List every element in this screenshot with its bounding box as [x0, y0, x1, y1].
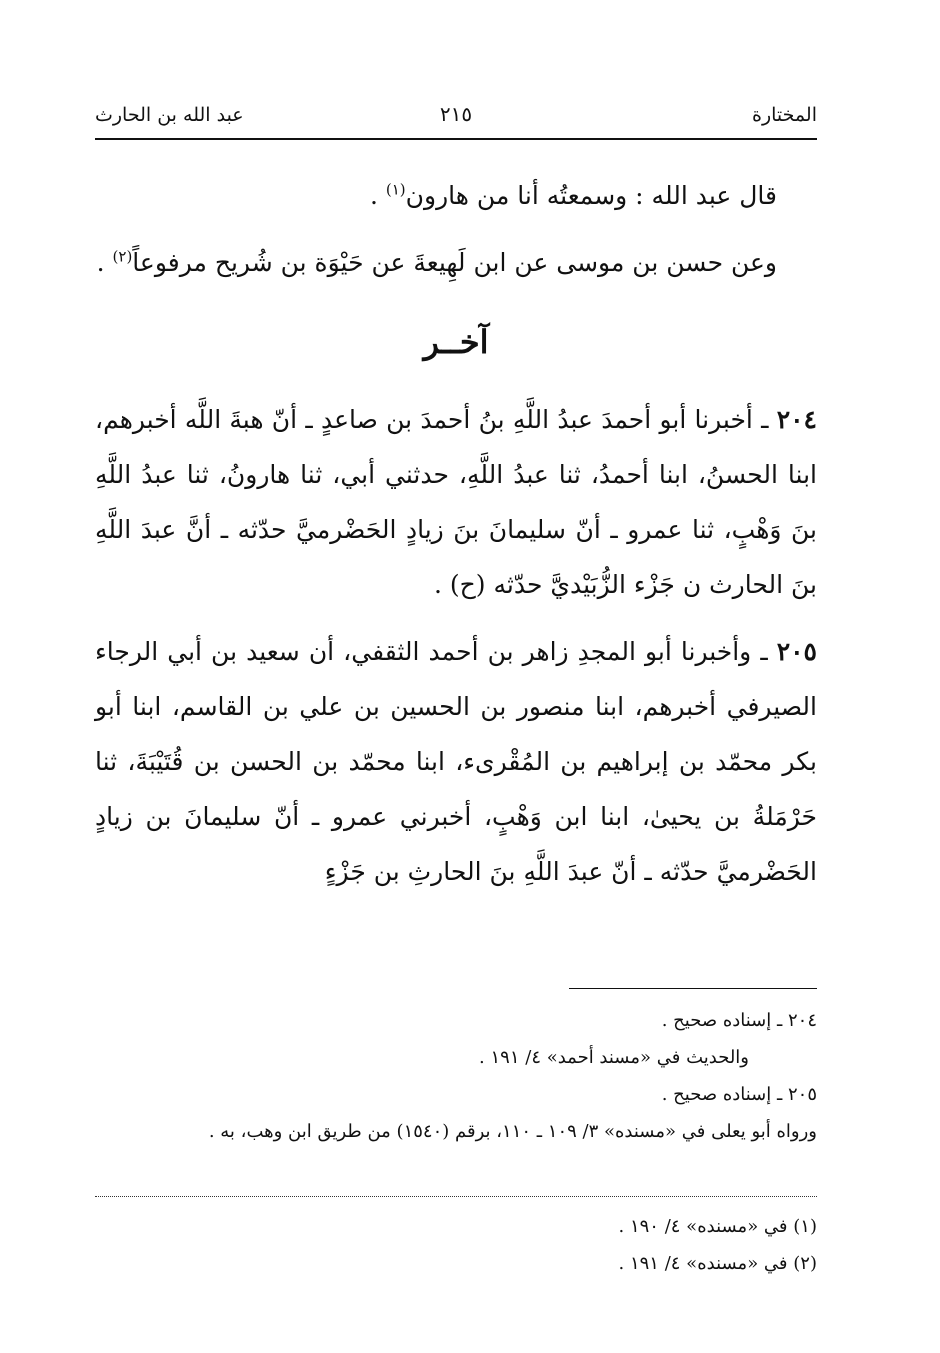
footnotes-divider: [95, 1196, 817, 1197]
book-title: المختارة: [752, 104, 817, 126]
hadith-204-text: ـ أخبرنا أبو أحمدَ عبدُ اللَّهِ بنُ أحمدَ بن صاعدٍ ـ أنّ هبةَ اللَّه أخبرهم، ابنا الحسنُ، ابنا أحمدُ، ثنا عبدُ اللَّهِ، حدثني أبي، ثنا هارونُ، ثنا عبدُ اللَّهِ بنَ وَهْبٍ، ثنا عمرو ـ أنّ سليمانَ بنَ زيادٍ الحَضْرميَّ حدّثه ـ أنَّ عبدَ اللَّهِ بنَ الحارث ن جَزْء الزُّبَيْديَّ حدّثه (ح) .: [95, 405, 817, 599]
book-page: [95, 0, 817, 1353]
note-204-grading: ٢٠٤ ـ إسناده صحيح .: [661, 1010, 817, 1031]
paragraph-1-text: قال عبد الله : وسمعتُه أنا من هارون: [405, 181, 777, 210]
paragraph-1-end: .: [369, 181, 386, 210]
note-204-source: والحديث في «مسند أحمد» ٤/ ١٩١ .: [479, 1047, 749, 1068]
paragraph-2: [95, 235, 817, 290]
note-205-source: ورواه أبو يعلى في «مسنده» ٣/ ١٠٩ ـ ١١٠، برقم (١٥٤٠) من طريق ابن وهب، به .: [208, 1121, 817, 1142]
header-divider: [95, 138, 817, 140]
footnote-ref-2: (٢): [112, 247, 133, 266]
note-205-grading: ٢٠٥ ـ إسناده صحيح .: [661, 1084, 817, 1105]
footnote-1: (١) في «مسنده» ٤/ ١٩٠ .: [618, 1216, 817, 1237]
paragraph-2-end: .: [96, 248, 113, 277]
footnotes: [95, 1208, 817, 1282]
section-title: عبد الله بن الحارث: [95, 104, 244, 126]
hadith-204: [95, 392, 817, 612]
hadith-205-number: ٢٠٥: [776, 637, 817, 666]
hadith-204-number: ٢٠٤: [776, 405, 817, 434]
running-header: [95, 100, 817, 134]
footnote-ref-1: (١): [385, 180, 406, 199]
section-heading: آخــر: [423, 323, 489, 361]
notes-divider: [569, 988, 817, 989]
hadith-205-text: ـ وأخبرنا أبو المجدِ زاهر بن أحمد الثقفي، أن سعيد بن أبي الرجاء الصيرفي أخبرهم، ابنا منصور بن الحسين بن علي بن القاسم، ابنا أبو بكر محمّد بن إبراهيم بن المُقْرىء، ابنا محمّد بن الحسن بن قُتَيْبَةَ، ثنا حَرْمَلةُ بن يحيىٰ، ابنا ابن وَهْبٍ، أخبرني عمرو ـ أنّ سليمانَ بن زيادٍ الحَضْرميَّ حدّثه ـ أنّ عبدَ اللَّهِ بنَ الحارثِ بن جَزْءٍ: [95, 637, 817, 886]
editor-notes: [95, 1002, 817, 1150]
page-number: ٢١٥: [439, 102, 473, 126]
paragraph-1: [95, 168, 817, 223]
paragraph-2-text: وعن حسن بن موسى عن ابن لَهِيعةَ عن حَيْوَة بن شُريح مرفوعاً: [132, 248, 777, 277]
hadith-205: [95, 624, 817, 899]
main-text: [95, 168, 817, 899]
footnote-2: (٢) في «مسنده» ٤/ ١٩١ .: [618, 1253, 817, 1274]
